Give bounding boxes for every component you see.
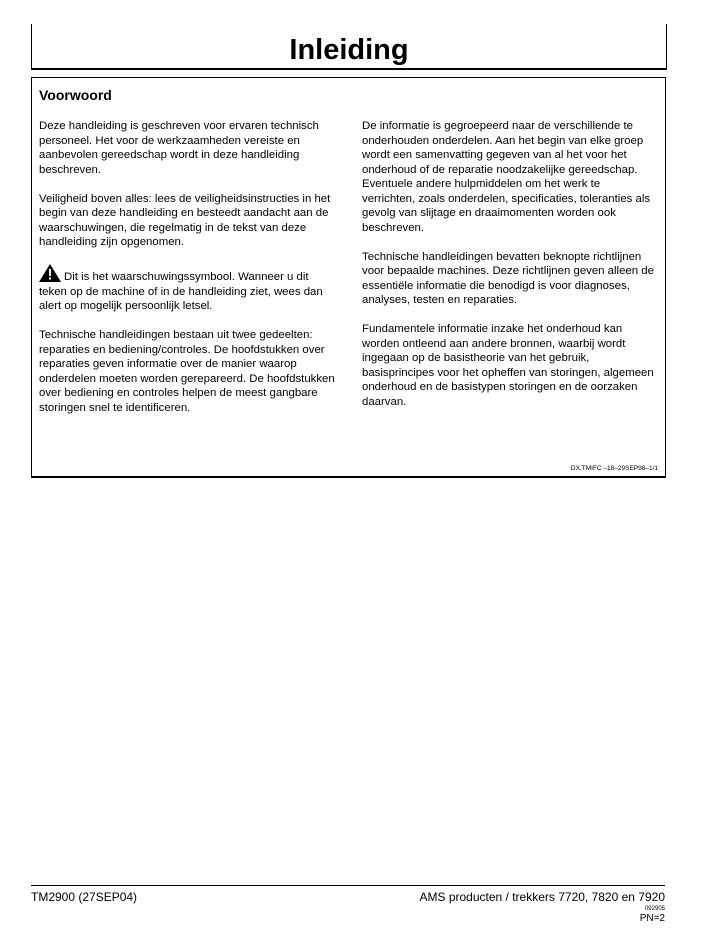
reference-code: DX,TMIFC –18–29SEP98–1/1 xyxy=(570,465,658,472)
section-heading: Voorwoord xyxy=(39,87,112,103)
warning-paragraph xyxy=(39,264,335,314)
page-title: Inleiding xyxy=(289,34,409,66)
paragraph: Deze handleiding is geschreven voor ervaren technisch personeel. Het voor de werkzaamheden vereiste en aanbevolen gereedschap wordt in deze handleiding beschreven. xyxy=(39,120,319,176)
title-bar xyxy=(31,24,667,70)
footer-document-id: TM2900 (27SEP04) xyxy=(31,890,138,904)
footer-code: 092905 xyxy=(644,906,665,912)
left-column xyxy=(39,119,335,430)
section-box xyxy=(31,77,666,478)
page-number: PN=2 xyxy=(639,913,665,924)
warning-text: Dit is het waarschuwingssymbool. Wanneer u dit teken op de machine of in de handleiding ziet, wees dan alert op mogelijk persoonlijk letsel. xyxy=(39,271,323,312)
footer-product-title: AMS producten / trekkers 7720, 7820 en 7920 xyxy=(419,890,665,904)
footer-divider xyxy=(31,885,665,886)
paragraph: Fundamentele informatie inzake het onderhoud kan worden ontleend aan andere bronnen, waarbij wordt ingegaan op de basistheorie van het gebruik, basisprincipes voor het opheffen van storingen, algemeen onderhoud en de basistypen storingen en de oorzaken daarvan. xyxy=(362,323,654,408)
warning-triangle-icon xyxy=(39,264,61,282)
paragraph: Veiligheid boven alles: lees de veiligheidsinstructies in het begin van deze handleiding en besteedt aandacht aan de waarschuwingen, die regelmatig in de tekst van deze handleiding zijn opgenomen. xyxy=(39,192,331,248)
paragraph: De informatie is gegroepeerd naar de verschillende te onderhouden onderdelen. Aan het begin van elke groep wordt een samenvatting gegeven van al het voor het onderhoud of de reparatie noodzakelijke gereedschap. Eventuele andere hulpmiddelen om het werk te verrichten, zoals onderdelen, specificaties, toleranties als gevolg van slijtage en draaimomenten worden ook beschreven. xyxy=(362,120,651,234)
paragraph: Technische handleidingen bevatten beknopte richtlijnen voor bepaalde machines. Deze richtlijnen geven alleen de essentiële informatie die benodigd is voor diagnoses, analyses, testen en reparaties. xyxy=(362,250,654,306)
right-column xyxy=(362,119,654,424)
paragraph: Technische handleidingen bestaan uit twee gedeelten: reparaties en bediening/controles. De hoofdstukken over reparaties geven informatie over de manier waarop onderdelen moeten worden gerepareerd. De hoofdstukken over bediening en controles helpen de meest gangbare storingen snel te identificeren. xyxy=(39,329,335,414)
